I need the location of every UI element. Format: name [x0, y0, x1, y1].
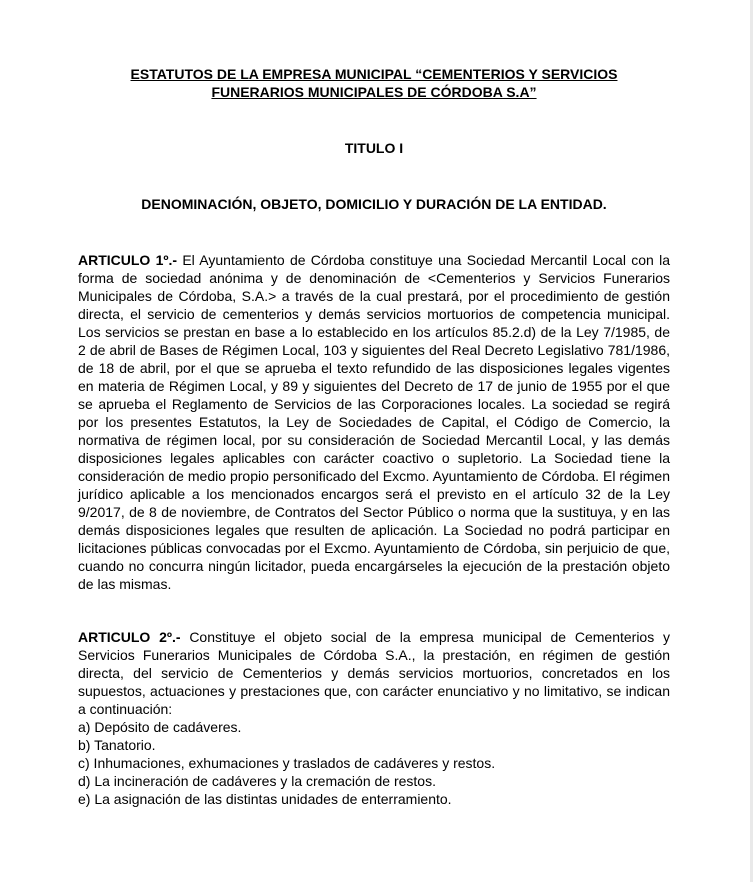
article-1-heading: ARTICULO 1º.-: [78, 252, 183, 268]
article-1-text: El Ayuntamiento de Córdoba constituye una Sociedad Mercantil Local con la forma de sociedad anónima y de denominación de <Cementerios y Servicios Funerarios Municipales de Córdoba, S.A.> a través de la cual prestará, por el procedimiento de gestión directa, el servicio de cementerios y demás servicios mortuorios de competencia municipal. Los servicios se prestan en base a lo establecido en los artículos 85.2.d) de la Ley 7/1985, de 2 de abril de Bases de Régimen Local, 103 y siguientes del Real Decreto Legislativo 781/1986, de 18 de abril, por el que se aprueba el texto refundido de las disposiciones legales vigentes en materia de Régimen Local, y 89 y siguientes del Decreto de 17 de junio de 1955 por el que se aprueba el Reglamento de Servicios de las Corporaciones locales. La sociedad se regirá por los presentes Estatutos, la Ley de Sociedades de Capital, el Código de Comercio, la normativa de régimen local, por su consideración de Sociedad Mercantil Local, y las demás disposiciones legales aplicables con carácter coactivo o supletorio. La Sociedad tiene la consideración de medio propio personificado del Excmo. Ayuntamiento de Córdoba. El régimen jurídico aplicable a los mencionados encargos será el previsto en el artículo 32 de la Ley 9/2017, de 8 de noviembre, de Contratos del Sector Público o norma que la sustituya, y en las demás disposiciones legales que resulten de aplicación. La Sociedad no podrá participar en licitaciones públicas convocadas por el Excmo. Ayuntamiento de Córdoba, sin perjuicio de que, cuando no concurra ningún licitador, pueda encargárseles la ejecución de la prestación objeto de las mismas.: [78, 252, 670, 592]
document-title-line-1: ESTATUTOS DE LA EMPRESA MUNICIPAL “CEMENTERIOS Y SERVICIOS: [130, 66, 618, 82]
article-2: [78, 628, 670, 718]
article-2-list: [78, 718, 670, 808]
list-item: c) Inhumaciones, exhumaciones y traslados de cadáveres y restos.: [78, 755, 496, 771]
document-title-line-2: FUNERARIOS MUNICIPALES DE CÓRDOBA S.A”: [211, 84, 537, 100]
article-2-text: Constituye el objeto social de la empresa municipal de Cementerios y Servicios Funerarios Municipales de Córdoba S.A., la prestación, en régimen de gestión directa, del servicio de Cementerios y demás servicios mortuorios, concretados en los supuestos, actuaciones y prestaciones que, con carácter enunciativo y no limitativo, se indican a continuación:: [78, 629, 670, 717]
article-1: [78, 251, 670, 593]
document-title: [78, 65, 670, 101]
section-title: TITULO I: [344, 140, 404, 156]
list-item: a) Depósito de cadáveres.: [78, 719, 242, 735]
list-item: d) La incineración de cadáveres y la cremación de restos.: [78, 773, 436, 789]
section-subtitle: DENOMINACIÓN, OBJETO, DOMICILIO Y DURACIÓN DE LA ENTIDAD.: [141, 196, 607, 212]
list-item: e) La asignación de las distintas unidades de enterramiento.: [78, 791, 452, 807]
list-item: b) Tanatorio.: [78, 737, 156, 753]
article-2-heading: ARTICULO 2º.-: [78, 629, 190, 645]
